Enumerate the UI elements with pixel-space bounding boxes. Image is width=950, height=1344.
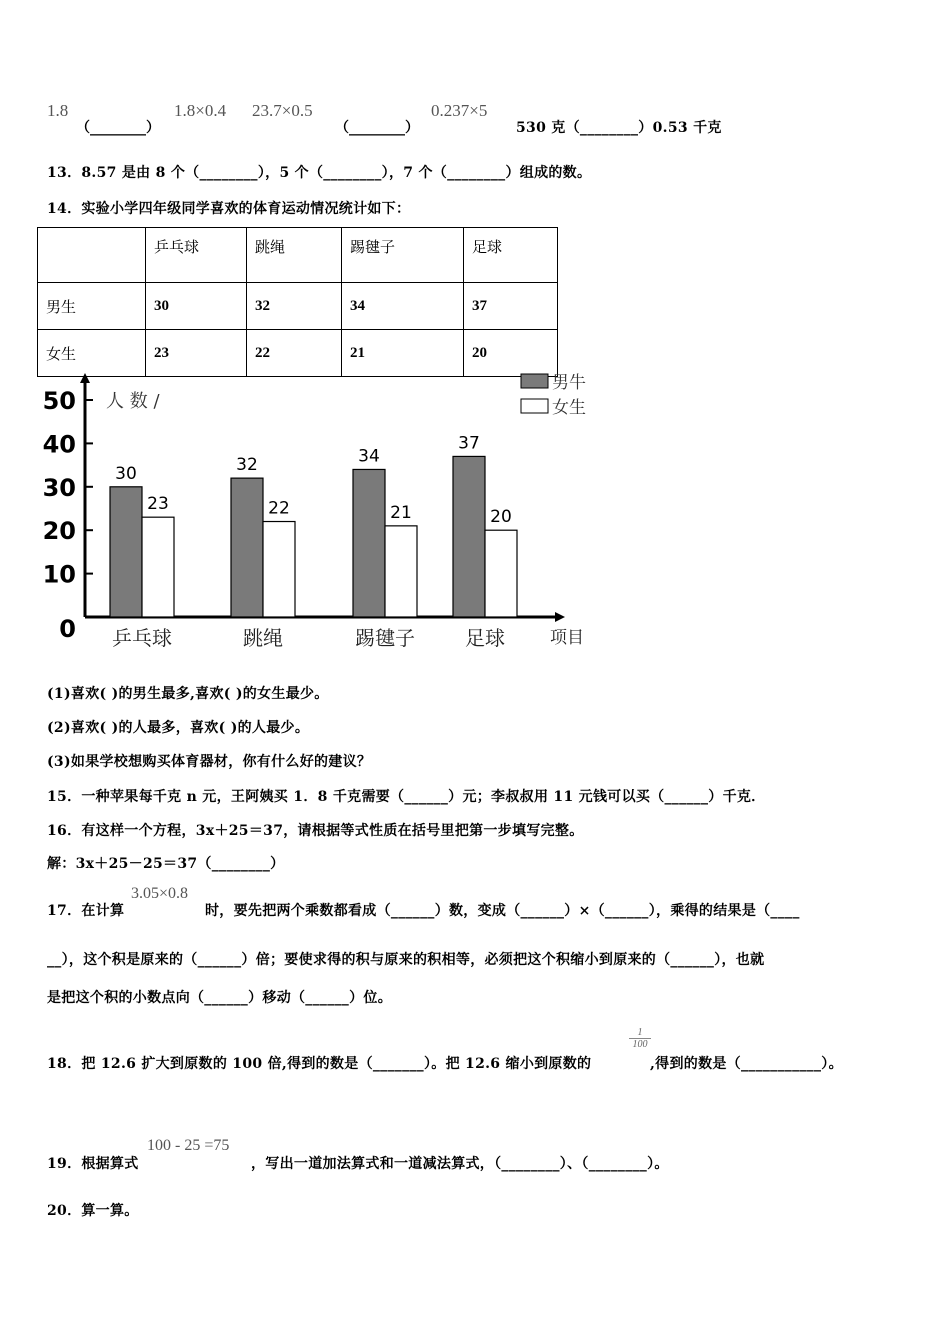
- question-14-title: 14．实验小学四年级同学喜欢的体育运动情况统计如下：: [47, 201, 411, 217]
- x-category-label: 跳绳: [243, 626, 283, 650]
- table-cell: 20: [464, 330, 558, 377]
- legend-swatch: [521, 374, 548, 388]
- formula-3-05x0-8: 3.05×0.8: [131, 885, 189, 902]
- question-19-prefix: 19．根据算式: [47, 1156, 139, 1172]
- question-18-part2: ,得到的数是（___________）。: [650, 1056, 843, 1072]
- question-13: 13．8.57 是由 8 个（________），5 个（________），7 个（________）组成的数。: [47, 165, 592, 181]
- table-cell: 21: [342, 330, 464, 377]
- formula-1-8x0-4: 1.8×0.4: [174, 101, 227, 120]
- legend-label: 男牛: [552, 373, 586, 393]
- question-15: 15．一种苹果每千克 n 元，王阿姨买 1．8 千克需要（______）元；李叔叔用 11 元钱可以买（______）千克．: [47, 789, 766, 805]
- table-row: [38, 283, 558, 330]
- weight-compare: 530 克（________）0.53 千克: [516, 120, 722, 136]
- bar: [231, 478, 263, 617]
- question-18-part1: 18．把 12.6 扩大到原数的 100 倍,得到的数是（_______）。把 12.6 缩小到原数的: [47, 1056, 592, 1072]
- x-category-label: 乒乓球: [112, 626, 172, 650]
- y-tick-label: 0: [59, 615, 76, 643]
- bar-data-label: 37: [458, 433, 480, 454]
- bar: [263, 522, 295, 617]
- bar: [353, 469, 385, 617]
- y-tick-label: 30: [42, 473, 76, 502]
- table-cell: 30: [146, 283, 247, 330]
- fraction-numerator: 1: [629, 1027, 651, 1039]
- y-tick-label: 20: [42, 517, 76, 546]
- y-tick-label: 40: [42, 430, 76, 459]
- bar-data-label: 21: [390, 502, 412, 523]
- table-cell: [38, 228, 146, 283]
- table-cell: 男生: [38, 283, 146, 330]
- bar-data-label: 30: [115, 463, 137, 484]
- question-19-rest: ，写出一道加法算式和一道减法算式，（________）、（________）。: [251, 1156, 669, 1172]
- table-cell: 22: [247, 330, 342, 377]
- question-14-sub2: (2)喜欢( )的人最多，喜欢( )的人最少。: [47, 720, 310, 736]
- table-cell: 踢毽子: [342, 228, 464, 283]
- legend-swatch: [521, 399, 548, 413]
- table-cell: 跳绳: [247, 228, 342, 283]
- y-axis-label: 人 数 /: [106, 391, 160, 412]
- bar: [485, 530, 517, 617]
- y-axis-arrow: [80, 373, 90, 383]
- formula-0-237x5: 0.237×5: [431, 101, 488, 120]
- question-16: 16．有这样一个方程，3x＋25＝37，请根据等式性质在括号里把第一步填写完整。: [47, 823, 584, 839]
- bar-data-label: 23: [147, 494, 169, 515]
- question-17-line2: __），这个积是原来的（______）倍；要使求得的积与原来的积相等，必须把这个积缩小到原来的（______），也就: [47, 952, 765, 968]
- x-axis-arrow: [555, 612, 565, 622]
- x-category-label: 足球: [465, 626, 505, 650]
- table-cell: 32: [247, 283, 342, 330]
- formula-23-7x0-5: 23.7×0.5: [252, 101, 313, 120]
- y-tick-label: 10: [42, 560, 76, 589]
- stats-table: [37, 227, 558, 377]
- x-axis-label: 项目: [550, 628, 584, 648]
- table-cell: 女生: [38, 330, 146, 377]
- formula-1-8: 1.8: [47, 101, 69, 120]
- bar-data-label: 34: [358, 446, 380, 467]
- bar-data-label: 20: [490, 507, 512, 528]
- formula-100-25-75: 100 - 25 =75: [147, 1137, 230, 1154]
- bar: [453, 456, 485, 617]
- question-20: 20．算一算。: [47, 1203, 139, 1219]
- table-cell: 34: [342, 283, 464, 330]
- fraction-denominator: 100: [632, 1039, 648, 1050]
- x-category-label: 踢毽子: [355, 626, 415, 650]
- question-17-line1: 时，要先把两个乘数都看成（______）数，变成（______）×（______），乘得的结果是（____: [205, 903, 800, 919]
- bar-data-label: 22: [268, 498, 290, 519]
- bar-chart: [30, 365, 610, 655]
- bar: [142, 517, 174, 617]
- bar-data-label: 32: [236, 455, 258, 476]
- table-cell: 23: [146, 330, 247, 377]
- table-cell: 足球: [464, 228, 558, 283]
- bar: [110, 487, 142, 617]
- bar: [385, 526, 417, 617]
- question-17-line3: 是把这个积的小数点向（______）移动（______）位。: [47, 990, 392, 1006]
- table-cell: 37: [464, 283, 558, 330]
- fraction-1-100: [629, 1027, 651, 1050]
- answer-blank[interactable]: （________）: [335, 120, 419, 136]
- table-header-row: [38, 228, 558, 283]
- answer-blank[interactable]: （________）: [76, 120, 160, 136]
- table-cell: 乒乓球: [146, 228, 247, 283]
- question-14-sub1: (1)喜欢( )的男生最多,喜欢( )的女生最少。: [47, 686, 329, 702]
- question-17-prefix: 17．在计算: [47, 903, 125, 919]
- question-14-sub3: (3)如果学校想购买体育器材，你有什么好的建议？: [47, 754, 372, 770]
- question-16-solution: 解：3x＋25－25＝37（________）: [47, 856, 285, 872]
- y-tick-label: 50: [42, 387, 76, 415]
- legend-label: 女生: [552, 398, 586, 418]
